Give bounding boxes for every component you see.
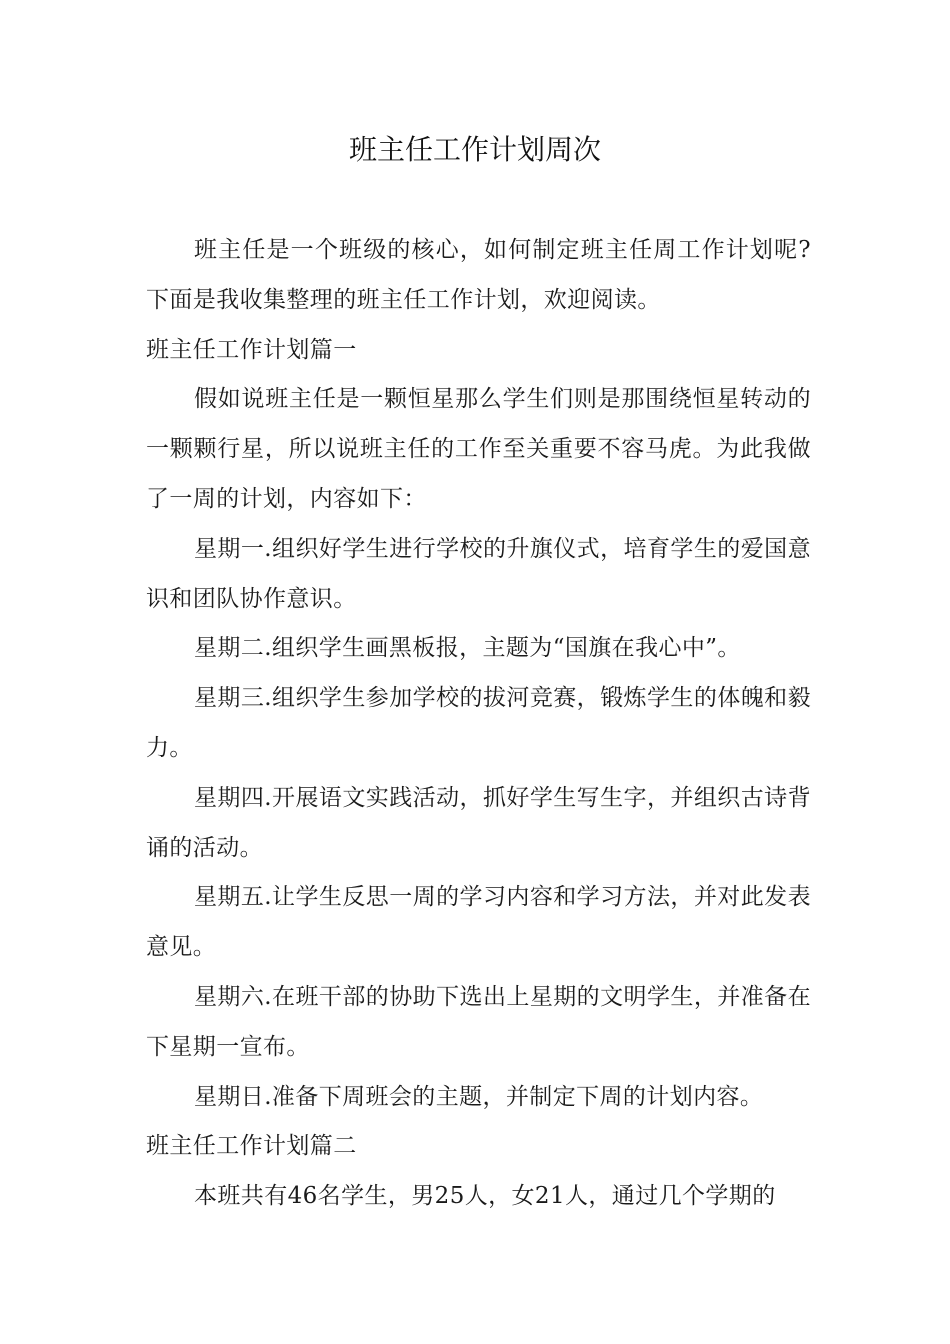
paragraph-saturday: 星期六.在班干部的协助下选出上星期的文明学生，并准备在下星期一宣布。	[146, 983, 811, 1060]
paragraph-wednesday: 星期三.组织学生参加学校的拔河竞赛，锻炼学生的体魄和毅力。	[146, 685, 811, 761]
paragraph-monday: 星期一.组织好学生进行学校的升旗仪式，培育学生的爱国意识和团队协作意识。	[146, 535, 811, 612]
section-heading-1: 班主任工作计划篇一	[146, 336, 357, 363]
paragraph: 本班共有46名学生，男25人，女21人，通过几个学期的	[194, 1183, 776, 1210]
document-body	[146, 226, 811, 1222]
document-title: 班主任工作计划周次	[348, 133, 601, 166]
paragraph-thursday: 星期四.开展语文实践活动，抓好学生写生字，并组织古诗背诵的活动。	[146, 784, 811, 861]
paragraph: 假如说班主任是一颗恒星那么学生们则是那围绕恒星转动的一颗颗行星，所以说班主任的工作至关重要不容马虎。为此我做了一周的计划，内容如下：	[146, 386, 811, 512]
paragraph-friday: 星期五.让学生反思一周的学习内容和学习方法，并对此发表意见。	[146, 884, 811, 961]
paragraph-intro: 班主任是一个班级的核心，如何制定班主任周工作计划呢?下面是我收集整理的班主任工作计划，欢迎阅读。	[146, 237, 811, 313]
paragraph-sunday: 星期日.准备下周班会的主题，并制定下周的计划内容。	[194, 1083, 764, 1110]
section-heading-2: 班主任工作计划篇二	[146, 1133, 357, 1160]
paragraph-tuesday: 星期二.组织学生画黑板报，主题为“国旗在我心中”。	[194, 635, 741, 662]
